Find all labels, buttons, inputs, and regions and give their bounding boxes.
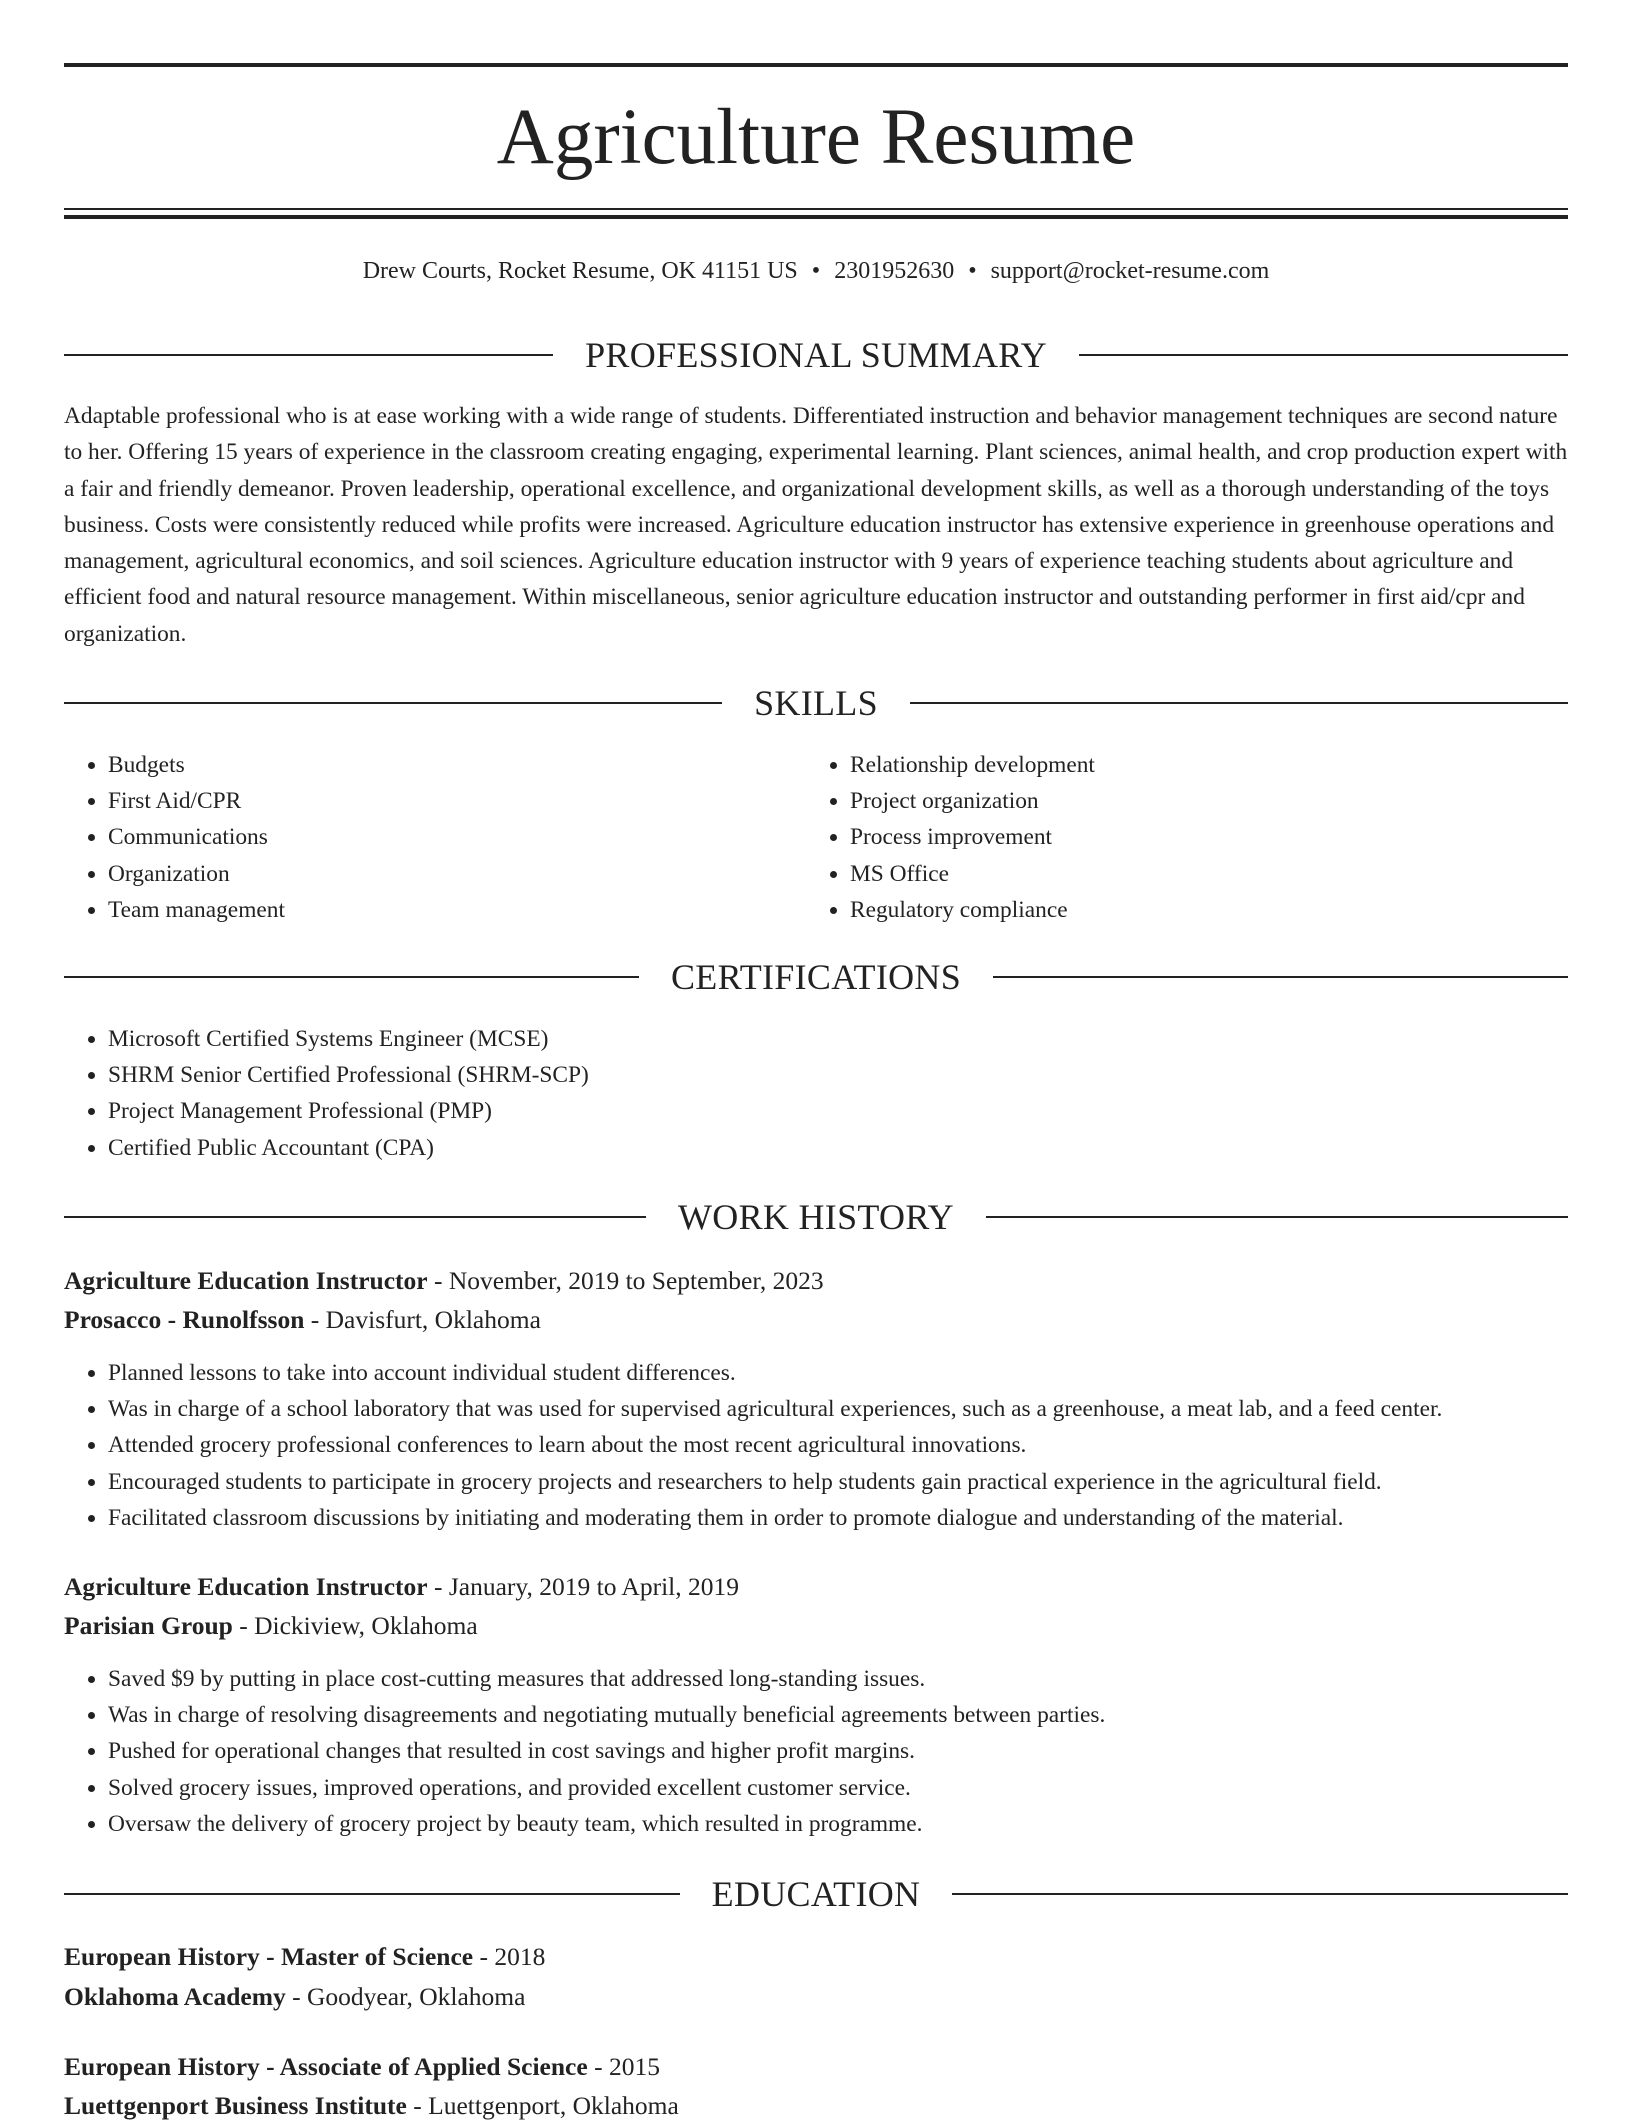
certification-item: • Microsoft Certified Systems Engineer (MCSE) [108,1021,589,1057]
header-rule-lower [64,215,1568,219]
job-title-line: Agriculture Education Instructor - November, 2019 to September, 2023 [64,1266,824,1295]
job-location: Dickiview, Oklahoma [254,1611,478,1640]
job-bullet: • Was in charge of resolving disagreements and negotiating mutually beneficial agreements between parties. [108,1697,1105,1733]
skill-item: • Relationship development [850,747,1095,783]
contact-separator: • [968,258,977,284]
job-company-line: Prosacco - Runolfsson - Davisfurt, Oklahoma [64,1305,541,1334]
heading-rule [64,354,553,356]
job-bullet: • Was in charge of a school laboratory that was used for supervised agricultural experiences, such as a greenhouse, a meat lab, and a feed center. [108,1391,1442,1427]
education-degree-line: European History - Master of Science - 2018 [64,1942,546,1971]
job-bullet: • Oversaw the delivery of grocery project by beauty team, which resulted in programme. [108,1806,1105,1842]
education-degree-line: European History - Associate of Applied Science - 2015 [64,2052,660,2081]
job-location: Davisfurt, Oklahoma [325,1305,541,1334]
job-title: Agriculture Education Instructor [64,1572,428,1601]
skill-item: • Project organization [850,783,1095,819]
skill-item: • Team management [108,892,285,928]
education-degree: European History - Associate of Applied Science [64,2052,588,2081]
skills-list-right [806,747,1095,928]
section-heading-education [64,1872,1568,1916]
education-location: Goodyear, Oklahoma [306,1982,526,2011]
job-bullet: • Encouraged students to participate in grocery projects and researchers to help students gain practical experience in the agricultural field. [108,1464,1442,1500]
heading-rule [64,976,639,978]
education-school-line: Oklahoma Academy - Goodyear, Oklahoma [64,1982,526,2011]
skill-item: • Regulatory compliance [850,892,1095,928]
contact-email: support@rocket-resume.com [990,258,1270,284]
skills-list-left [64,747,285,928]
header-rule-upper [64,208,1568,210]
job-dates: November, 2019 to September, 2023 [448,1266,824,1295]
summary-text: Adaptable professional who is at ease working with a wide range of students. Differentiated instruction and behavior management techniques are second nature to her. Offering 15 years of experience in the classroom creating engaging, experimental learning. Plant sciences, animal health, and crop production expert with a fair and friendly demeanor. Proven leadership, operational excellence, and organizational development skills, as well as a thorough understanding of the toys business. Costs were consistently reduced while profits were increased. Agriculture education instructor has extensive experience in greenhouse operations and management, agricultural economics, and soil sciences. Agriculture education instructor with 9 years of experience teaching students about agriculture and efficient food and natural resource management. Within miscellaneous, senior agriculture education instructor and outstanding performer in first aid/cpr and organization. [64,403,1568,647]
certification-item: • SHRM Senior Certified Professional (SHRM-SCP) [108,1057,589,1093]
header-top-rule [64,63,1568,67]
section-heading-certifications [64,955,1568,999]
skill-item: • Budgets [108,747,285,783]
education-school: Oklahoma Academy [64,1982,286,2011]
heading-rule [986,1216,1568,1218]
resume-title: Agriculture Resume [496,94,1136,181]
education-school: Luettgenport Business Institute [64,2091,407,2120]
job-title-line: Agriculture Education Instructor - January, 2019 to April, 2019 [64,1572,740,1601]
certification-item: • Project Management Professional (PMP) [108,1093,589,1129]
job-bullets [64,1661,1105,1842]
job-bullet: • Solved grocery issues, improved operations, and provided excellent customer service. [108,1770,1105,1806]
section-heading-summary [64,333,1568,377]
section-heading-work-history [64,1195,1568,1239]
section-title: CERTIFICATIONS [670,957,962,997]
contact-line [64,254,1568,288]
job-bullet: • Facilitated classroom discussions by initiating and moderating them in order to promote dialogue and understanding of the material. [108,1500,1442,1536]
certifications-list [64,1021,589,1166]
skill-item: • Process improvement [850,819,1095,855]
education-degree: European History - Master of Science [64,1942,474,1971]
education-location: Luettgenport, Oklahoma [428,2091,679,2120]
section-heading-skills [64,681,1568,725]
job-bullet: • Pushed for operational changes that resulted in cost savings and higher profit margins. [108,1733,1105,1769]
contact-phone: 2301952630 [834,258,955,284]
skill-item: • Communications [108,819,285,855]
job-title: Agriculture Education Instructor [64,1266,428,1295]
job-bullet: • Attended grocery professional conferences to learn about the most recent agricultural innovations. [108,1427,1442,1463]
section-title: EDUCATION [711,1874,921,1914]
job-company: Parisian Group [64,1611,233,1640]
heading-rule [952,1893,1568,1895]
heading-rule [1079,354,1568,356]
job-bullet: • Saved $9 by putting in place cost-cutting measures that addressed long-standing issues. [108,1661,1105,1697]
job-company: Prosacco - Runolfsson [64,1305,305,1334]
section-title: PROFESSIONAL SUMMARY [585,335,1047,375]
skill-item: • First Aid/CPR [108,783,285,819]
heading-rule [64,1893,680,1895]
skill-item: • Organization [108,856,285,892]
job-bullets [64,1355,1442,1536]
education-school-line: Luettgenport Business Institute - Luettgenport, Oklahoma [64,2091,679,2120]
contact-address: Drew Courts, Rocket Resume, OK 41151 US [362,258,798,284]
heading-rule [64,702,722,704]
heading-rule [993,976,1568,978]
contact-separator: • [811,258,821,284]
education-year: 2018 [494,1942,546,1971]
job-dates: January, 2019 to April, 2019 [448,1572,740,1601]
skill-item: • MS Office [850,856,1095,892]
job-bullet: • Planned lessons to take into account individual student differences. [108,1355,1442,1391]
heading-rule [910,702,1568,704]
certification-item: • Certified Public Accountant (CPA) [108,1130,589,1166]
job-company-line: Parisian Group - Dickiview, Oklahoma [64,1611,478,1640]
section-title: WORK HISTORY [678,1197,954,1237]
section-title: SKILLS [754,683,878,723]
education-year: 2015 [608,2052,660,2081]
heading-rule [64,1216,646,1218]
